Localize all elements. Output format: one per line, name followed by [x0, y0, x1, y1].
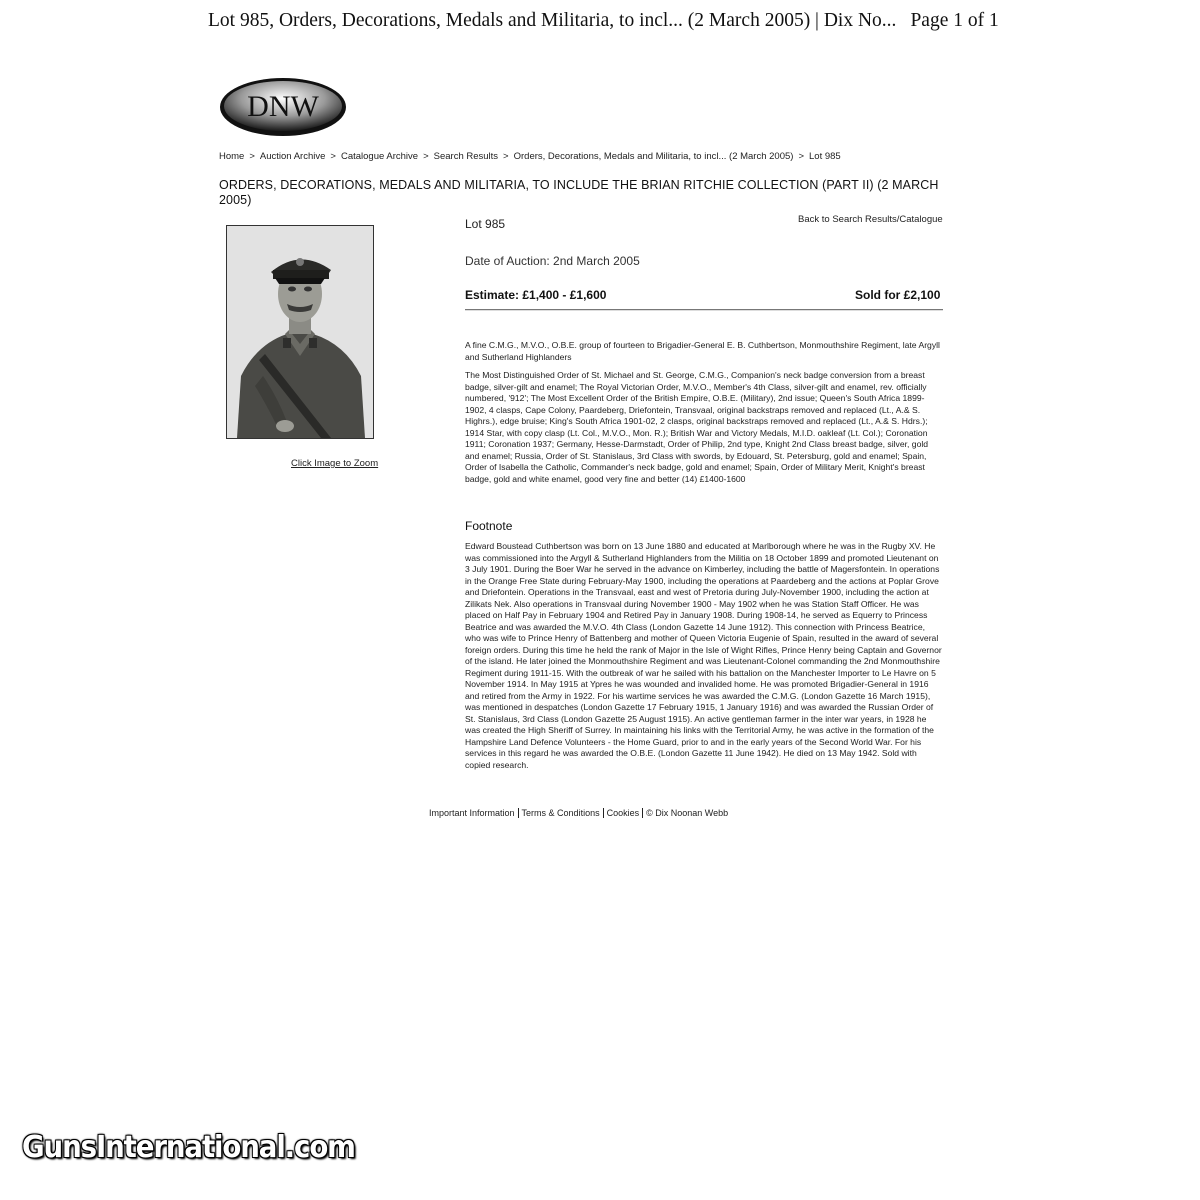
print-header-title: Lot 985, Orders, Decorations, Medals and Militaria, to incl... (2 March 2005) | Dix No...: [208, 10, 897, 31]
officer-portrait-image: [227, 226, 373, 438]
page-title: ORDERS, DECORATIONS, MEDALS AND MILITARIA, TO INCLUDE THE BRIAN RITCHIE COLLECTION (PART II) (2 MARCH 2005): [219, 178, 939, 207]
footer: [429, 808, 728, 818]
breadcrumb-separator: >: [423, 151, 429, 162]
lot-number: Lot 985: [465, 217, 506, 231]
footer-divider: [603, 808, 604, 818]
divider: [465, 309, 943, 311]
zoom-image-link[interactable]: Click Image to Zoom: [291, 458, 379, 469]
footer-divider: [518, 808, 519, 818]
footer-cookies-link[interactable]: Cookies: [606, 808, 640, 818]
logo-text: DNW: [247, 90, 319, 123]
sold-price: Sold for £2,100: [855, 288, 941, 302]
lot-summary: A fine C.M.G., M.V.O., O.B.E. group of fourteen to Brigadier-General E. B. Cuthbertson, Monmouthshire Regiment, late Argyll and Sutherland Highlanders: [465, 340, 940, 362]
breadcrumb-current: Lot 985: [809, 151, 841, 162]
dnw-logo[interactable]: [218, 76, 348, 138]
breadcrumb-search-results[interactable]: Search Results: [433, 151, 499, 162]
breadcrumb-separator: >: [503, 151, 509, 162]
footnote-heading: Footnote: [465, 519, 513, 533]
breadcrumb-home[interactable]: Home: [219, 151, 245, 162]
footer-important-information-link[interactable]: Important Information: [429, 808, 515, 818]
lot-photo[interactable]: [226, 225, 374, 439]
dnw-oval-logo-icon: [218, 76, 348, 138]
breadcrumb-auction-archive[interactable]: Auction Archive: [259, 151, 326, 162]
footer-copyright: © Dix Noonan Webb: [646, 808, 729, 818]
footer-terms-link[interactable]: Terms & Conditions: [521, 808, 600, 818]
breadcrumb-separator: >: [249, 151, 255, 162]
watermark: GunsInternational.com: [22, 1130, 355, 1165]
back-to-search-link[interactable]: Back to Search Results/Catalogue: [798, 214, 943, 225]
breadcrumb: [219, 151, 841, 162]
breadcrumb-separator: >: [330, 151, 336, 162]
print-header: [208, 10, 999, 32]
breadcrumb-separator: >: [798, 151, 805, 162]
breadcrumb-catalogue[interactable]: Orders, Decorations, Medals and Militaria, to incl... (2 March 2005): [513, 151, 794, 162]
footer-divider: [642, 808, 643, 818]
breadcrumb-catalogue-archive[interactable]: Catalogue Archive: [340, 151, 419, 162]
auction-date: Date of Auction: 2nd March 2005: [465, 254, 640, 268]
footnote-text: Edward Boustead Cuthbertson was born on 13 June 1880 and educated at Marlborough where he was in the Rugby XV. He was commissioned into the Argyll & Sutherland Highlanders from the Militia on 18 October 1899 and promoted Lieutenant on 3 July 1901. During the Boer War he served in the advance on Kimberley, including the battle of Magersfontein. In operations in the Orange Free State during February-May 1900, including the operations at Paardeberg and the actions at Poplar Grove and Driefontein. Operations in the Transvaal, east and west of Pretoria during July-November 1900, including the action at Zilikats Nek. Also operations in Transvaal during November 1900 - May 1902 when he was Station Staff Officer. He was placed on Half Pay in February 1904 and Retired Pay in January 1908. During 1908-14, he served as Equerry to Princess Beatrice and was awarded the M.V.O. 4th Class (London Gazette 14 June 1912). This connection with Princess Beatrice, who was wife to Prince Henry of Battenberg and mother of Queen Victoria Eugenie of Spain, resulted in the award of several foreign orders. During this time he held the rank of Major in the Isle of Wight Rifles, Prince Henry being Captain and Governor of the island. He later joined the Monmouthshire Regiment and was Lieutenant-Colonel commanding the 2nd Monmouthshire Regiment during 1911-15. With the outbreak of war he sailed with his battalion on the Manchester Importer to Le Havre on 5 November 1914. In May 1915 at Ypres he was wounded and invalided home. He was promoted Brigadier-General in 1916 and retired from the Army in 1922. For his wartime services he was awarded the C.M.G. (London Gazette 16 March 1915), was mentioned in despatches (London Gazette 17 February 1915, 1 January 1916) and was awarded the Russian Order of St. Stanislaus, 3rd Class (London Gazette 25 August 1915). An active gentleman farmer in the inter war years, in 1928 he was created the High Sheriff of Surrey. In maintaining his links with the Territorial Army, he was active in the formation of the Hampshire Land Defence Volunteers - the Home Guard, prior to and in the early years of the Second World War. For his services in this regard he was awarded the O.B.E. (London Gazette 11 June 1942). He died on 13 May 1942. Sold with copied research.: [465, 541, 942, 770]
estimate: Estimate: £1,400 - £1,600: [465, 288, 607, 302]
print-header-page: Page 1 of 1: [910, 10, 999, 31]
lot-description: The Most Distinguished Order of St. Michael and St. George, C.M.G., Companion's neck badge conversion from a breast badge, silver-gilt and enamel; The Royal Victorian Order, M.V.O., Member's 4th Class, silver-gilt and enamel, rev. officially numbered, '912'; The Most Excellent Order of the British Empire, O.B.E. (Military), 2nd issue; Queen's South Africa 1899-1902, 4 clasps, Cape Colony, Paardeberg, Driefontein, Transvaal, original backstraps removed and replaced (Lt., A.& S. Highrs.), edge bruise; King's South Africa 1901-02, 2 clasps, original backstraps removed and replaced (Lt., A.& S. Hdrs.); 1914 Star, with copy clasp (Lt. Col., M.V.O., Mon. R.); British War and Victory Medals, M.I.D. oakleaf (Lt. Col.); Coronation 1911; Coronation 1937; Germany, Hesse-Darmstadt, Order of Philip, 2nd type, Knight 2nd Class breast badge, silver, gold and enamel; Russia, Order of St. Stanislaus, 3rd Class with swords, by Edouard, St. Petersburg, gold and enamel; Spain, Order of Isabella the Catholic, Commander's neck badge, gold and enamel; Spain, Order of Military Merit, Knight's breast badge, gold and white enamel, good very fine and better (14) £1400-1600: [465, 370, 929, 484]
